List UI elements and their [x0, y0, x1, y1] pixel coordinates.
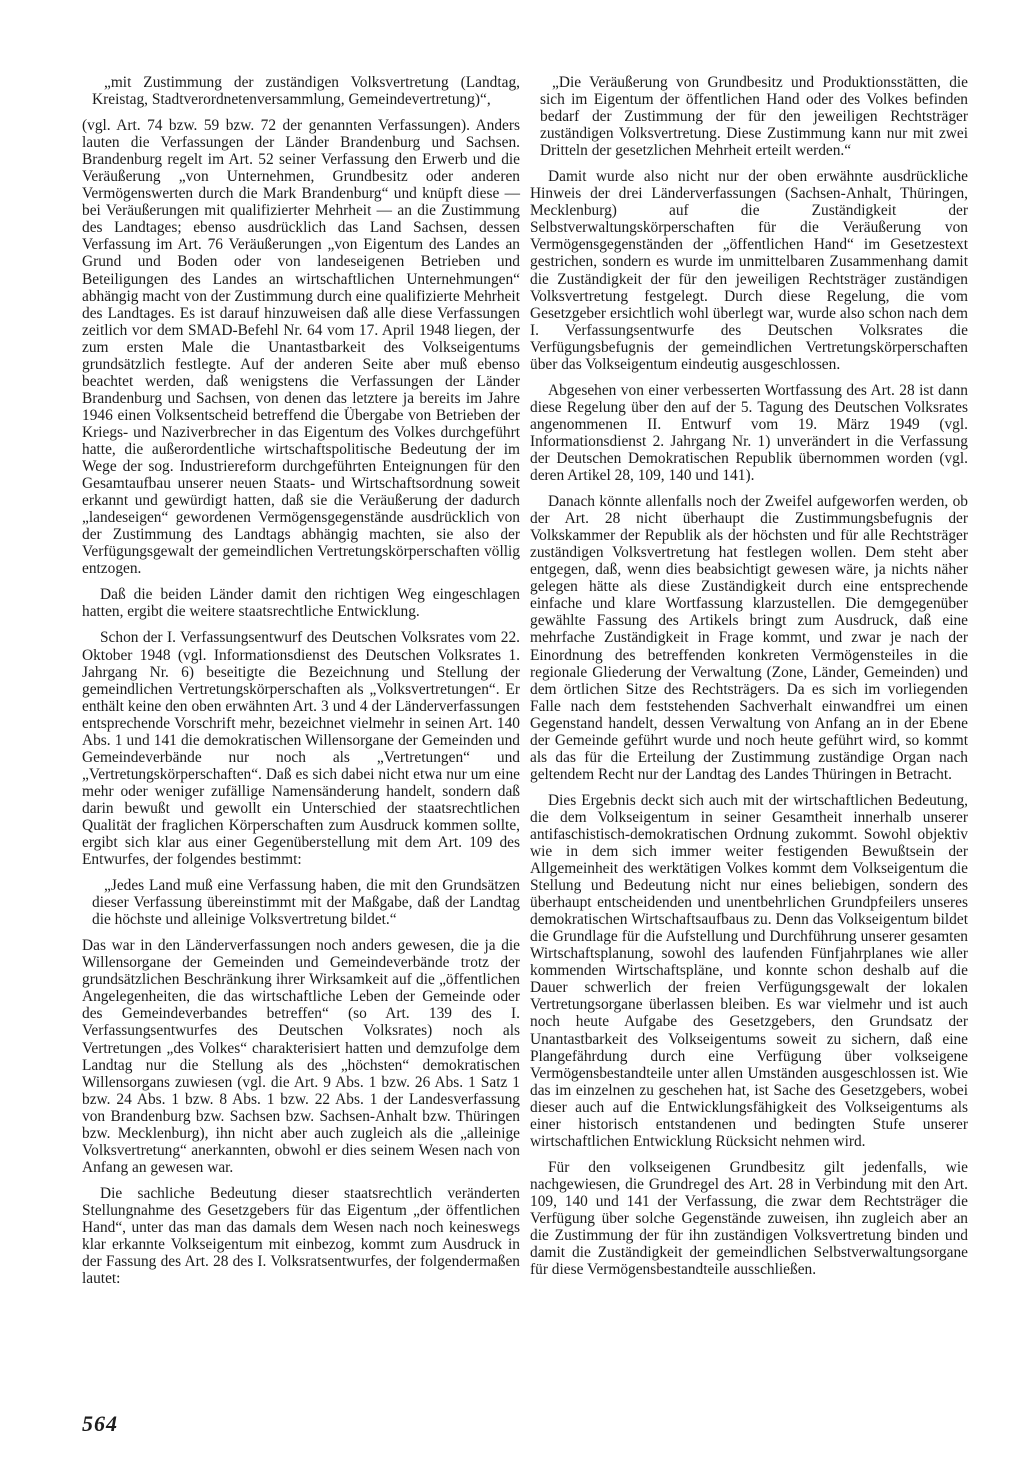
left-column — [82, 74, 520, 1296]
page-number: 564 — [82, 1411, 118, 1436]
right-column — [530, 74, 968, 1287]
body-paragraph: Die sachliche Bedeutung dieser staatsrechtlich veränderten Stellungnahme des Gesetzgebers für das Eigentum „der öffentlichen Hand“, unter das man das damals dem Wesen nach noch keineswegs klar erkannte Volkseigentum mit einbezog, kommt zum Ausdruck in der Fassung des Art. 28 des I. Volksratsentwurfes, der folgendermaßen lautet: — [82, 1184, 520, 1288]
body-paragraph: Dies Ergebnis deckt sich auch mit der wirtschaftlichen Bedeutung, die dem Volkseigentum in seiner Gesamtheit innerhalb unserer antifaschistisch-demokratischen Ordnung zukommt. Sowohl objektiv wie in dem sich immer weiter festigenden Bewußtsein der Allgemeinheit des werktätigen Volkes kommt dem Volkseigentum die Stellung und Bedeutung nicht nur eines beliebigen, sondern des überhaupt entscheidenden und unentbehrlichen Grundpfeilers unseres demokratischen Wirtschaftsaufbaus zu. Denn das Volkseigentum bildet die Grundlage für die Aufstellung und Durchführung unserer gesamten Wirtschaftsplanung, sowohl des laufenden Fünfjahrplanes wie aller kommenden Wirtschaftspläne, und konnte schon deshalb auf die Dauer schwerlich der freien Verfügungsgewalt der lokalen Vertretungsorgane überlassen bleiben. Es war vielmehr und ist auch noch heute Aufgabe des Gesetzgebers, den Grundsatz der Unantastbarkeit des Volkseigentums soweit zu sichern, daß eine Plangefährdung durch eine Verfügung über volkseigene Vermögensbestandteile unter allen Umständen ausgeschlossen ist. Wie das im einzelnen zu geschehen hat, ist Sache des Gesetzgebers, wobei dieser auch auf die Entwicklungsfähigkeit des Volkseigentums als einer historisch entstandenen und bedingten Stufe unserer wirtschaftlichen Entwicklung Rücksicht nehmen wird. — [530, 791, 968, 1150]
body-paragraph: Schon der I. Verfassungsentwurf des Deutschen Volksrates vom 22. Oktober 1948 (vgl. Informationsdienst des Deutschen Volksrates 1. Jahrgang Nr. 6) beseitigte die Bezeichnung und Stellung der gemeindlichen Vertretungskörperschaften als „Volksvertretungen“. Er enthält keine den oben erwähnten Art. 3 und 4 der Länderverfassungen entsprechende Vorschrift mehr, bezeichnet vielmehr in seinen Art. 140 Abs. 1 und 141 die demokratischen Willensorgane der Gemeinden und Gemeindeverbände nur noch als „Vertretungen“ und „Vertretungskörperschaften“. Daß es sich dabei nicht etwa nur um eine mehr oder weniger zufällige Namensänderung handelt, sondern daß darin bewußt und gewollt ein Unterschied der staatsrechtlichen Qualität der fraglichen Körperschaften zum Ausdruck kommen sollte, ergibt sich klar aus einer Gegenüberstellung mit dem Art. 109 des Entwurfes, der folgendes bestimmt: — [82, 629, 520, 869]
body-paragraph: Abgesehen von einer verbesserten Wortfassung des Art. 28 ist dann diese Regelung über den auf der 5. Tagung des Deutschen Volksrates angenommenen II. Entwurf vom 19. März 1949 (vgl. Informationsdienst 2. Jahrgang Nr. 1) unverändert in die Verfassung der Deutschen Demokratischen Republik übernommen worden (vgl. deren Artikel 28, 109, 140 und 141). — [530, 381, 968, 485]
body-paragraph: (vgl. Art. 74 bzw. 59 bzw. 72 der genannten Verfassungen). Anders lauten die Verfassungen der Länder Brandenburg und Sachsen. Brandenburg regelt im Art. 52 seiner Verfassung den Erwerb und die Veräußerung „von Unternehmen, Grundbesitz oder anderen Vermögenswerten durch die Mark Brandenburg“ und knüpft diese — bei Veräußerungen mit qualifizierter Mehrheit — an die Zustimmung des Landtages; ebenso ausdrücklich das Land Sachsen, dessen Verfassung im Art. 76 Veräußerungen „von Eigentum des Landes an Grund und Boden oder von landeseigenen Betrieben und Beteiligungen des Landes an wirtschaftlichen Unternehmungen“ abhängig macht von der Zustimmung durch eine qualifizierte Mehrheit des Landtages. Es ist darauf hinzuweisen daß alle diese Verfassungen zeitlich vor dem SMAD-Befehl Nr. 64 vom 17. April 1948 liegen, der zum ersten Male die Unantastbarkeit des Volkseigentums grundsätzlich festlegte. Auf der anderen Seite aber muß ebenso beachtet werden, daß wenigstens die Verfassungen der Länder Brandenburg und Sachsen, von denen das letztere ja bereits im Jahre 1946 einen Volksentscheid betreffend die Übergabe von Betrieben der Kriegs- und Naziverbrecher in das Eigentum des Volkes durchgeführt hatte, die außerordentliche wirtschaftspolitische Bedeutung der im Wege der sog. Industriereform durchgeführten Enteignungen für den Gesamtaufbau unserer neuen Staats- und Wirtschaftsordnung soweit erkannt und gewürdigt hatten, daß sie die Veräußerung der dadurch „landeseigen“ gewordenen Vermögensgegenstände ausdrücklich von der Zustimmung des Landtags abhängig machten, sie also der Verfügungsgewalt der gemeindlichen Vertretungskörperschaften völlig entzogen. — [82, 117, 520, 578]
quote-paragraph: „mit Zustimmung der zuständigen Volksvertretung (Landtag, Kreistag, Stadtverordnetenversammlung, Gemeindevertretung)“, — [92, 74, 520, 109]
quote-paragraph: „Jedes Land muß eine Verfassung haben, die mit den Grundsätzen dieser Verfassung übereinstimmt mit der Maßgabe, daß der Landtag die höchste und alleinige Volksvertretung bildet.“ — [92, 877, 520, 929]
body-paragraph: Für den volkseigenen Grundbesitz gilt jedenfalls, wie nachgewiesen, die Grundregel des Art. 28 in Verbindung mit den Art. 109, 140 und 141 der Verfassung, die zwar dem Rechtsträger die Verfügung über solche Gegenstände zuweisen, ihn zugleich aber an die Zustimmung der für ihn zuständigen Volksvertretung binden und damit die Zuständigkeit der gemeindlichen Selbstverwaltungsorgane für diese Vermögensbestandteile ausschließen. — [530, 1158, 968, 1279]
body-paragraph: Damit wurde also nicht nur der oben erwähnte ausdrückliche Hinweis der drei Länderverfassungen (Sachsen-Anhalt, Thüringen, Mecklenburg) auf die Zuständigkeit der Selbstverwaltungskörperschaften für die Veräußerung von Vermögensgegenständen der „öffentlichen Hand“ im Gesetzestext gestrichen, sondern es wurde im unmittelbaren Zusammenhang damit die Zuständigkeit der für den jeweiligen Rechtsträger zuständigen Volksvertretung festgelegt. Durch diese Regelung, die vom Gesetzgeber ersichtlich wohl überlegt war, wurde also schon nach dem I. Verfassungsentwurfe des Deutschen Volksrates die Verfügungsbefugnis der gemeindlichen Vertretungskörperschaften über das Volkseigentum eindeutig ausgeschlossen. — [530, 168, 968, 373]
quote-paragraph: „Die Veräußerung von Grundbesitz und Produktionsstätten, die sich im Eigentum der öffentlichen Hand oder des Volkes befinden bedarf der Zustimmung der für den jeweiligen Rechtsträger zuständigen Volksvertretung. Diese Zustimmung kann nur mit zwei Dritteln der gesetzlichen Mehrheit erteilt werden.“ — [540, 74, 968, 160]
body-paragraph: Danach könnte allenfalls noch der Zweifel aufgeworfen werden, ob der Art. 28 nicht überhaupt die Zustimmungsbefugnis der Volkskammer der Republik als der höchsten und für alle Rechtsträger zuständigen Volksvertretung hat festlegen wollen. Dem steht aber entgegen, daß, wenn dies beabsichtigt gewesen wäre, ja nichts näher gelegen hätte als diese Zuständigkeit durch eine entsprechende einfache und klare Wortfassung klarzustellen. Die demgegenüber gewählte Fassung des Artikels bringt zum Ausdruck, daß eine mehrfache Zuständigkeit in Frage kommt, und zwar je nach der Einordnung des betreffenden konkreten Vermögensteiles in die regionale Gliederung der Verwaltung (Zone, Länder, Gemeinden) und dem örtlichen Sitze des Rechtsträgers. Da es sich im vorliegenden Falle nach dem feststehenden Sachverhalt einwandfrei um einen Gegenstand handelt, dessen Verwaltung von Anfang an in der Ebene der Gemeinde geführt wurde und noch heute geführt wird, so kommt als das für die Erteilung der Zustimmung zuständige Organ nach geltendem Recht nur der Landtag des Landes Thüringen in Betracht. — [530, 493, 968, 783]
body-paragraph: Das war in den Länderverfassungen noch anders gewesen, die ja die Willensorgane der Gemeinden und Gemeindeverbände trotz der grundsätzlichen Beschränkung ihrer Wirksamkeit auf die „öffentlichen Angelegenheiten, die das wirtschaftliche Leben der Gemeinde oder des Gemeindeverbandes betreffen“ (so Art. 139 des I. Verfassungsentwurfes des Deutschen Volksrates) noch als Vertretungen „des Volkes“ charakterisiert hatten und demzufolge dem Landtag nur die Stellung als des „höchsten“ demokratischen Willensorgans zuwiesen (vgl. die Art. 9 Abs. 1 bzw. 26 Abs. 1 Satz 1 bzw. 24 Abs. 1 bzw. 8 Abs. 1 bzw. 22 Abs. 1 der Landesverfassung von Brandenburg bzw. Sachsen bzw. Sachsen-Anhalt bzw. Thüringen bzw. Mecklenburg), ihn nicht aber auch zugleich als die „alleinige Volksvertretung“ anerkannten, obwohl er dies seinem Wesen nach von Anfang an gewesen war. — [82, 937, 520, 1176]
body-paragraph: Daß die beiden Länder damit den richtigen Weg eingeschlagen hatten, ergibt die weitere staatsrechtliche Entwicklung. — [82, 586, 520, 621]
